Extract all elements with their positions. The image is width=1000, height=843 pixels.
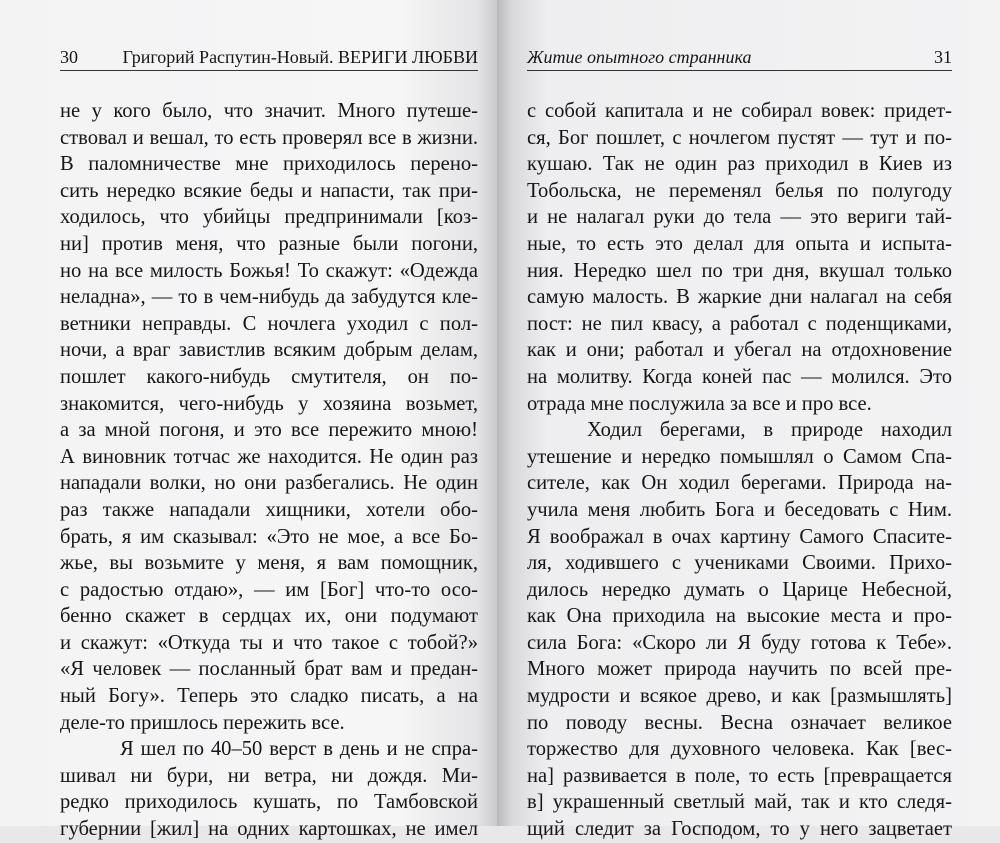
text-line: пошлет какого-нибудь смутителя, он по- — [60, 365, 478, 388]
text-line: шивал ни бури, ни ветра, ни дождя. Ми- — [60, 764, 478, 787]
text-line: щий следит за Господом, то у него зацветает — [527, 818, 952, 841]
text-line: «Я человек — посланный брат вам и предан- — [60, 658, 478, 681]
right-running-title: Житие опытного странника — [527, 47, 752, 67]
text-line: мудрости и всякое древо, и как [размышлять] — [527, 685, 952, 708]
left-page — [0, 0, 497, 841]
text-line: но на все милость Божья! То скажут: «Одежда — [60, 259, 478, 282]
left-page-header — [60, 44, 478, 71]
text-line: с радостью отдаю», — им [Бог] что-то осо- — [60, 578, 478, 601]
text-line: нападали волки, но они разбегались. Не один — [60, 472, 478, 495]
text-line: ни] против меня, что разные были погони, — [60, 232, 478, 255]
text-line: сить нередко всякие беды и напасти, так при- — [60, 179, 478, 202]
text-line: брать, я им сказывал: «Это не мое, а все Бо- — [60, 525, 478, 548]
right-page-header — [527, 44, 952, 71]
text-line: Много может природа научить по всей пре- — [527, 658, 952, 681]
text-line: и скажут: «Откуда ты и что такое с тобой?» — [60, 631, 478, 654]
text-line: как и они; работал и убегал на отдохновение — [527, 339, 952, 362]
text-line: неладна», — то в чем-нибудь да забудутся кле- — [60, 286, 478, 309]
text-line: не у кого было, что значит. Много путеше- — [60, 100, 478, 122]
text-line: ся, Бог пошлет, с ночлегом пустят — тут и по- — [527, 126, 952, 149]
text-line: знакомится, чего-нибудь у хозяина возьмет, — [60, 392, 478, 415]
text-line: на] развивается в поле, то есть [превращается — [527, 764, 952, 787]
text-line: ные, то есть это делал для опыта и испыта- — [527, 232, 952, 255]
text-line: сила Бога: «Скоро ли Я буду готова к Тебе». — [527, 631, 952, 654]
text-line: ходилось, что убийцы предпринимали [коз- — [60, 206, 478, 229]
text-line: дилось нередко думать о Царице Небесной, — [527, 578, 952, 601]
text-line: Я шел по 40–50 верст в день и не спра- — [120, 738, 478, 761]
text-line: утешение и нередко помышлял о Самом Спа- — [527, 445, 952, 468]
text-line: раз также нападали хищники, хотели обо- — [60, 498, 478, 521]
left-page-number: 30 — [60, 47, 78, 67]
text-line: отрада мне послужила за все и про все. — [527, 392, 872, 415]
text-line: ния. Нередко шел по три дня, вкушал только — [527, 259, 952, 282]
text-line: А виновник тотчас же находится. Не один раз — [60, 445, 478, 468]
text-line: Я воображал в очах картину Самого Спасите- — [527, 525, 952, 548]
text-line: ночи, а враг завистлив всяким добрым делам, — [60, 339, 478, 362]
text-line: на молитву. Когда коней пас — молился. Это — [527, 365, 952, 388]
text-line: ствовал и вешал, то есть проверял все в жизни. — [60, 126, 478, 149]
text-line: бенно скажет в сердцах их, они подумают — [60, 605, 478, 628]
text-line: Тобольска, не переменял белья по полугоду — [527, 179, 952, 202]
text-line: ля, ходившего с учениками Своими. Прихо- — [527, 552, 952, 575]
right-page-text — [527, 98, 952, 843]
right-page — [497, 0, 1000, 841]
text-line: с собой капитала и не собирал вовек: придет- — [527, 100, 952, 122]
text-line: в] украшенный светлый май, так и кто следя- — [527, 791, 952, 814]
left-page-text — [60, 98, 478, 843]
text-line: В паломничестве мне приходилось перено- — [60, 153, 478, 176]
text-line: и не налагал руки до тела — это вериги тай- — [527, 206, 952, 229]
text-line: сителе, как Он ходил берегами. Природа на- — [527, 472, 952, 495]
text-line: губернии [жил] на одних картошках, не имел — [60, 818, 478, 841]
text-line: по поводу весны. Весна означает великое — [527, 711, 952, 734]
text-line: торжество для духовного человека. Как [вес- — [527, 738, 952, 761]
text-line: а за мной погоня, и это все пережито мною! — [60, 419, 478, 442]
right-page-number: 31 — [934, 47, 952, 67]
text-line: деле-то пришлось пережить все. — [60, 711, 345, 734]
text-line: кушаю. Так не один раз приходил в Киев из — [527, 153, 952, 176]
text-line: самую малость. В жаркие дни налагал на себя — [527, 286, 952, 309]
text-line: учила меня любить Бога и беседовать с Ним. — [527, 498, 952, 521]
text-line: как Она приходила на высокие места и про- — [527, 605, 952, 628]
text-line: ный Богу». Теперь это сладко писать, а на — [60, 685, 478, 708]
left-running-title: Григорий Распутин-Новый. ВЕРИГИ ЛЮБВИ — [122, 47, 478, 67]
text-line: Ходил берегами, в природе находил — [587, 419, 952, 442]
text-line: жье, вы возьмите у меня, я вам помощник, — [60, 552, 478, 575]
text-line: ветники неправды. С ночлега уходил с пол- — [60, 312, 478, 335]
text-line: редко приходилось кушать, по Тамбовской — [60, 791, 478, 814]
text-line: пост: не пил квасу, а работал с поденщиками, — [527, 312, 952, 335]
